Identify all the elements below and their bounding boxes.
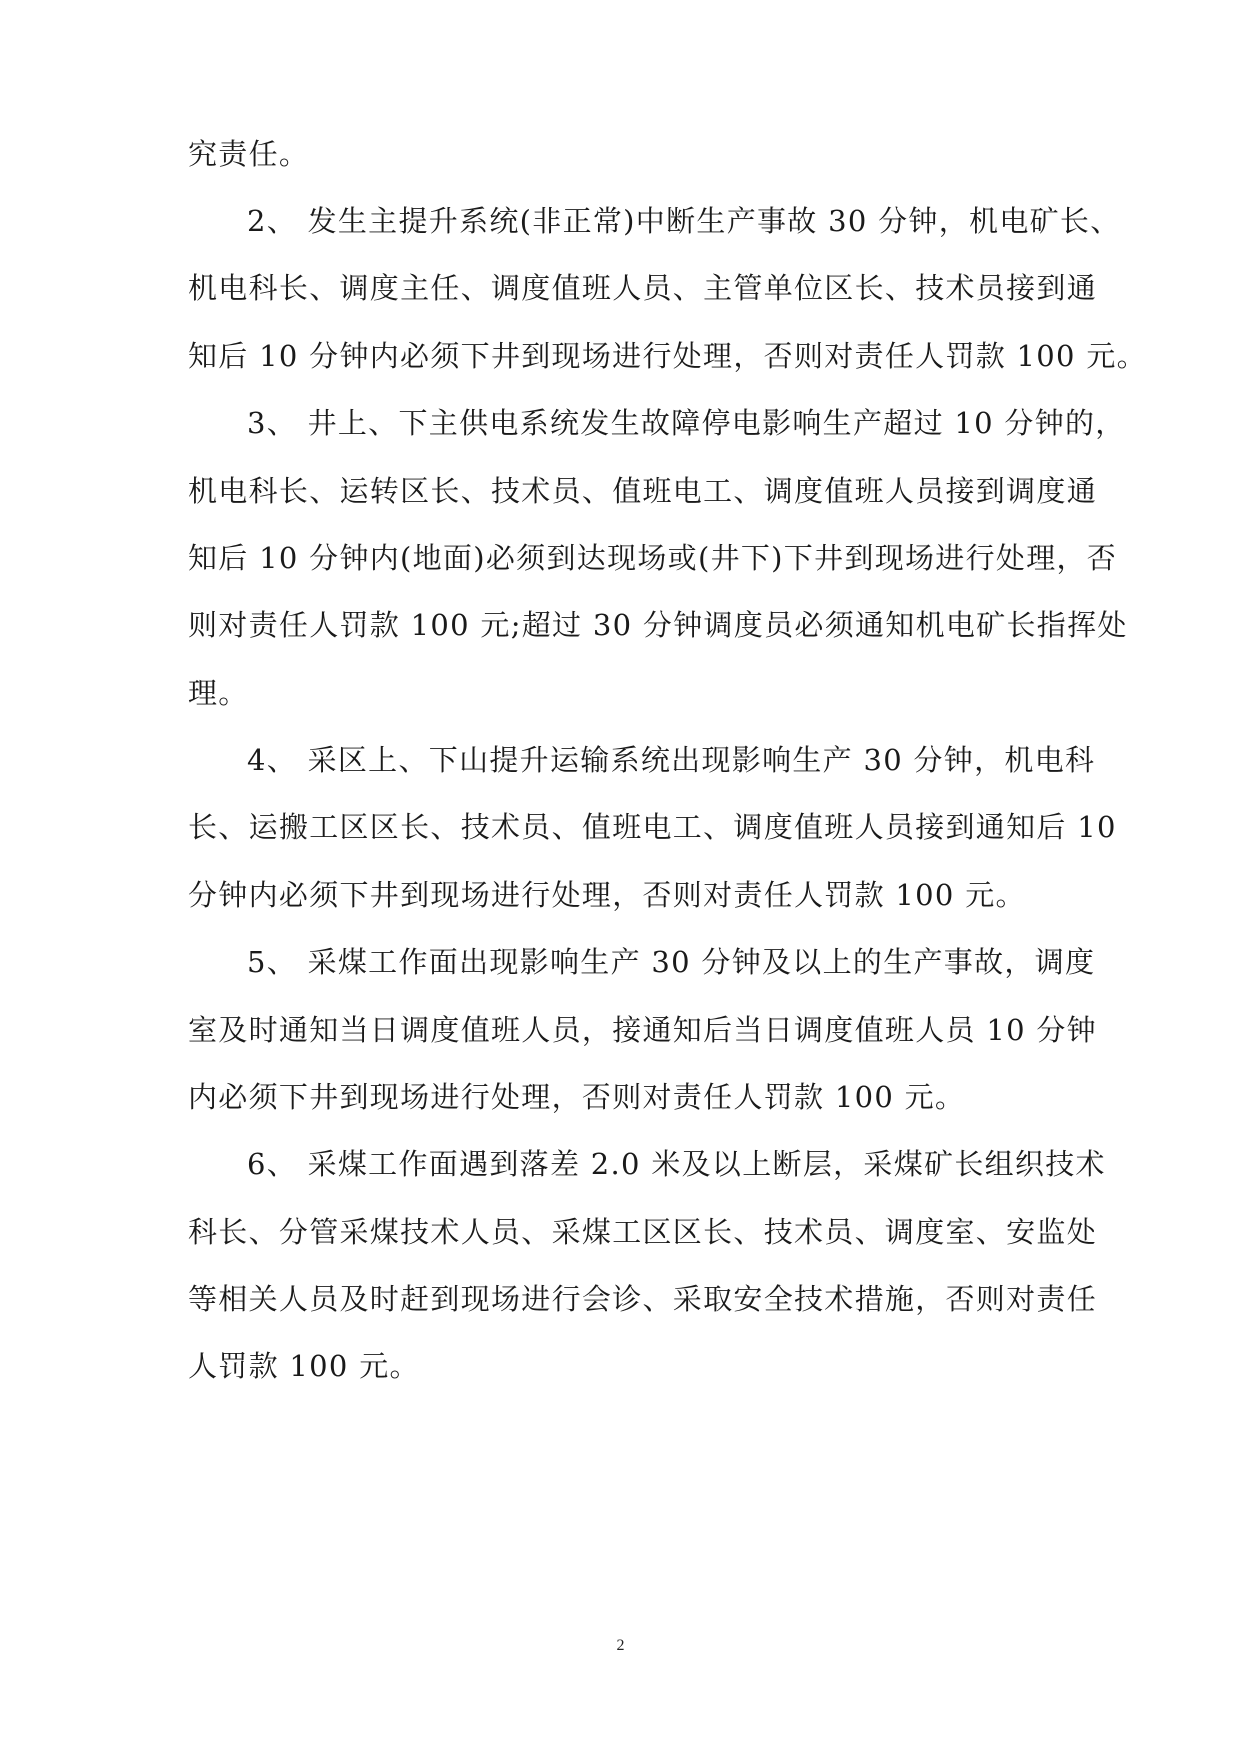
text-line: 机电科长、运转区长、技术员、值班电工、调度值班人员接到调度通 (188, 474, 1098, 508)
text-line: 分钟内必须下井到现场进行处理，否则对责任人罚款 100 元。 (188, 878, 1026, 912)
text-line: 究责任。 (188, 137, 310, 171)
text-line: 室及时通知当日调度值班人员，接通知后当日调度值班人员 10 分钟 (188, 1013, 1097, 1047)
text-line: 4、 采区上、下山提升运输系统出现影响生产 30 分钟，机电科 (247, 743, 1096, 777)
text-line: 2、 发生主提升系统(非正常)中断生产事故 30 分钟，机电矿长、 (247, 204, 1121, 238)
text-line: 长、运搬工区区长、技术员、值班电工、调度值班人员接到通知后 10 (188, 810, 1117, 844)
text-line: 理。 (188, 676, 249, 710)
text-line: 科长、分管采煤技术人员、采煤工区区长、技术员、调度室、安监处 (188, 1215, 1098, 1249)
text-line: 5、 采煤工作面出现影响生产 30 分钟及以上的生产事故，调度 (247, 945, 1096, 979)
text-line: 人罚款 100 元。 (188, 1349, 420, 1383)
text-line: 知后 10 分钟内必须下井到现场进行处理，否则对责任人罚款 100 元。 (188, 339, 1147, 373)
text-line: 等相关人员及时赶到现场进行会诊、采取安全技术措施，否则对责任 (188, 1282, 1098, 1316)
text-line: 知后 10 分钟内(地面)必须到达现场或(井下)下井到现场进行处理，否 (188, 541, 1118, 575)
page-number: 2 (616, 1637, 625, 1654)
text-line: 机电科长、调度主任、调度值班人员、主管单位区长、技术员接到通 (188, 271, 1098, 305)
text-line: 6、 采煤工作面遇到落差 2.0 米及以上断层，采煤矿长组织技术 (247, 1147, 1106, 1181)
text-line: 3、 井上、下主供电系统发生故障停电影响生产超过 10 分钟的， (247, 406, 1126, 440)
text-line: 内必须下井到现场进行处理，否则对责任人罚款 100 元。 (188, 1080, 966, 1114)
text-line: 则对责任人罚款 100 元;超过 30 分钟调度员必须通知机电矿长指挥处 (188, 608, 1128, 642)
